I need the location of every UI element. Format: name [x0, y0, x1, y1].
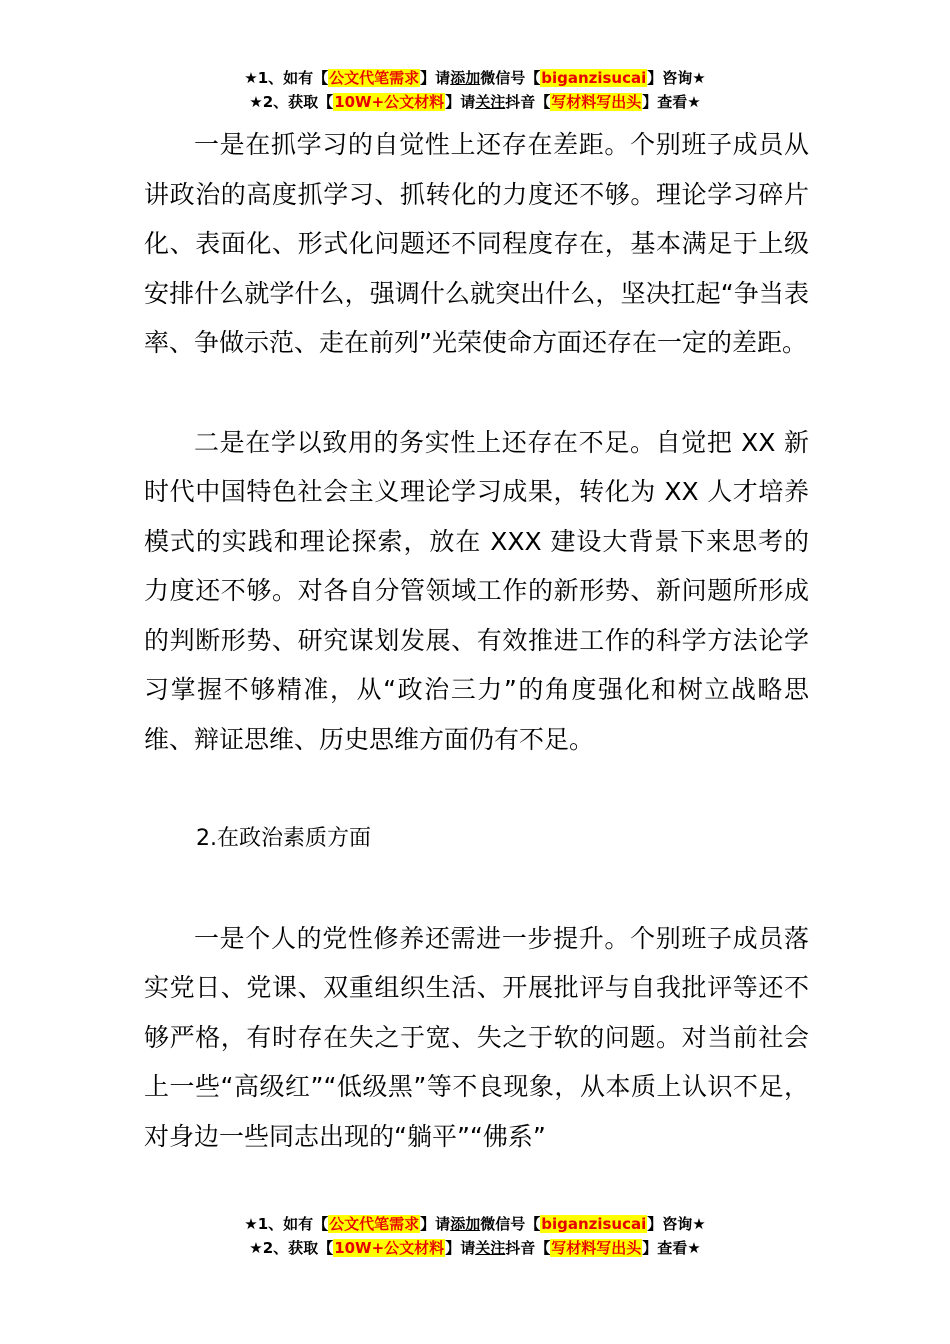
- highlight-materials: 10W+公文材料: [334, 93, 445, 111]
- highlight-service: 公文代笔需求: [329, 69, 420, 87]
- promo-text: ★1、如有【: [244, 1215, 329, 1233]
- promo-emphasis: 添加: [450, 1215, 481, 1233]
- paragraph-spacer: [144, 368, 809, 418]
- section-heading: 2.在政治素质方面: [196, 826, 371, 851]
- promo-emphasis: 关注: [475, 1239, 506, 1257]
- promo-text: 微信号【: [480, 1215, 541, 1233]
- paragraph-study-awareness: 一是在抓学习的自觉性上还存在差距。个别班子成员从讲政治的高度抓学习、抓转化的力度还不够。理论学习碎片化、表面化、形式化问题还不同程度存在，基本满足于上级安排什么就学什么，强调什么就突出什么，坚决扛起“争当表率、争做示范、走在前列”光荣使命方面还存在一定的差距。: [144, 130, 809, 357]
- promo-text: 】请: [420, 1215, 451, 1233]
- promo-text: 】请: [420, 69, 451, 87]
- highlight-douyin-account: 写材料写出头: [551, 1239, 642, 1257]
- promo-text: 】查看★: [642, 1239, 701, 1257]
- promo-emphasis: 添加: [450, 69, 481, 87]
- promo-text: 抖音【: [505, 1239, 551, 1257]
- promo-line-2: [0, 90, 950, 114]
- promo-text: 】请: [445, 93, 476, 111]
- promo-text: 抖音【: [505, 93, 551, 111]
- promo-text: ★2、获取【: [249, 1239, 334, 1257]
- promo-text: 】咨询★: [647, 1215, 706, 1233]
- paragraph-party-cultivation: 一是个人的党性修养还需进一步提升。个别班子成员落实党日、党课、双重组织生活、开展批评与自我批评等还不够严格，有时存在失之于宽、失之于软的问题。对当前社会上一些“高级红”“低级黑”等不良现象，从本质上认识不足，对身边一些同志出现的“躺平”“佛系”: [144, 923, 809, 1151]
- promo-emphasis: 关注: [475, 93, 506, 111]
- paragraph-spacer: [144, 764, 809, 814]
- promo-text: 】查看★: [642, 93, 701, 111]
- promo-line-1: [0, 1212, 950, 1236]
- promo-banner-bottom: [0, 1212, 950, 1260]
- paragraph-spacer: [144, 864, 809, 914]
- highlight-materials: 10W+公文材料: [334, 1239, 445, 1257]
- highlight-douyin-account: 写材料写出头: [551, 93, 642, 111]
- promo-line-1: [0, 66, 950, 90]
- promo-line-2: [0, 1236, 950, 1260]
- promo-text: ★1、如有【: [244, 69, 329, 87]
- highlight-wechat-id: biganzisucai: [541, 1215, 647, 1233]
- document-body: [144, 120, 809, 1161]
- highlight-wechat-id: biganzisucai: [541, 69, 647, 87]
- highlight-service: 公文代笔需求: [329, 1215, 420, 1233]
- promo-text: 微信号【: [480, 69, 541, 87]
- promo-banner-top: [0, 66, 950, 114]
- paragraph-practical-application: 二是在学以致用的务实性上还存在不足。自觉把 XX 新时代中国特色社会主义理论学习成果，转化为 XX 人才培养模式的实践和理论探索，放在 XXX 建设大背景下来思考的力度还不够。对各自分管领域工作的新形势、新问题所形成的判断形势、研究谋划发展、有效推进工作的科学方法论学习掌握不够精准，从“政治三力”的角度强化和树立战略思维、辩证思维、历史思维方面仍有不足。: [144, 427, 809, 754]
- promo-text: 】请: [445, 1239, 476, 1257]
- promo-text: 】咨询★: [647, 69, 706, 87]
- promo-text: ★2、获取【: [249, 93, 334, 111]
